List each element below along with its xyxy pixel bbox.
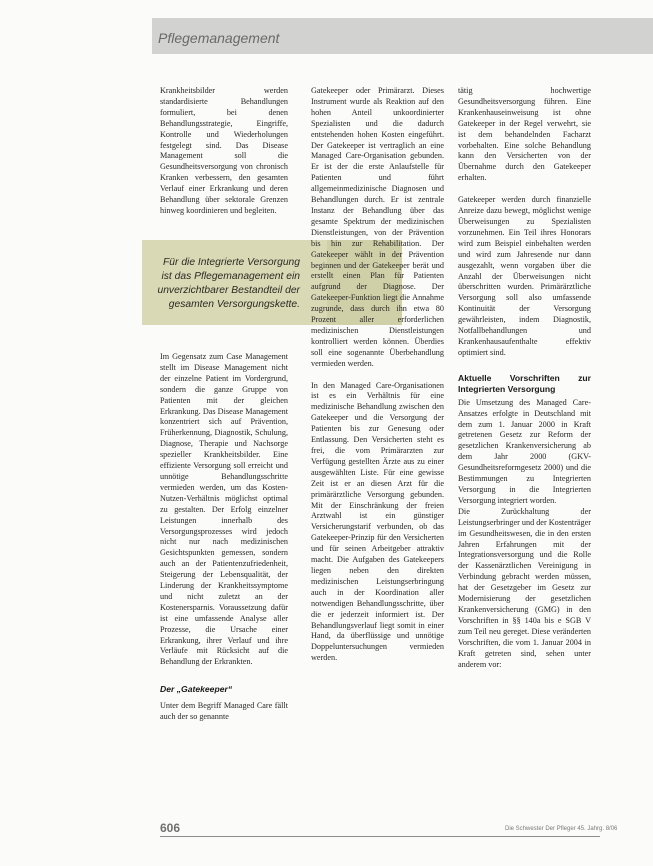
- body-paragraph: Gatekeeper oder Primärarzt. Dieses Instrument wurde als Reaktion auf den hohen Anteil unkoordinierter Spezialisten und die dadurch entstehenden hohen Kosten eingeführt. Der Gatekeeper ist vertraglich an eine Managed Care-Organisation gebunden. Er ist der die erste Anlaufstelle für Patienten und führt allgemeinmedizinische Diagnosen und Behandlungen durch. Er ist zentrale Instanz der Behandlung über das gesamte Spektrum der medizinischen Dienstleistungen, von der Prävention bis hin zur Rehabilitation. Der Gatekeeper wählt in der Prävention beginnen und der Gatekeeper berät und erstellt einen Plan für Patienten aufgrund der Diagnose. Der Gatekeeper-Funktion liegt die Annahme zugrunde, dass durch ihn etwa 80 Prozent aller erforderlichen medizinischen Dienstleistungen kontrolliert werden können. Überdies soll eine sogenannte Überbehandlung vermieden werden.: [311, 86, 444, 368]
- subhead-gatekeeper: Der „Gatekeeper“: [160, 684, 233, 695]
- body-paragraph: Unter dem Begriff Managed Care fällt auch der so genannte: [160, 701, 288, 722]
- section-title: Pflegemanagement: [158, 30, 280, 46]
- page-number: 606: [160, 821, 181, 835]
- body-paragraph: Krankheitsbilder werden standardisierte Behandlungen formuliert, bei denen Behandlungsstrategie, Eingriffe, Kontrolle und Wiederholungen festgelegt sind. Das Disease Management soll die Gesundheitsversorgung von chronisch Kranken verbessern, den gesamten Verlauf einer Erkrankung und deren Behandlung über sektorale Grenzen hinweg koordinieren und begleiten.: [160, 86, 288, 215]
- body-paragraph: In den Managed Care-Organisationen ist es ein Verhältnis für eine medizinische Behandlung zwischen den Gatekeeper und die Versorgung der Patienten bis zur Genesung oder Entlassung. Den Versicherten steht es frei, die vom Primärarzten zur Verfügung gestellten Ärzte aus zu einer ausgewählten Liste. Für eine gewisse Zeit ist er an diesen Arzt für die primärärztliche Versorgung gebunden. Mit der Einschränkung der freien Arztwahl ist ein günstiger Versicherungstarif verbunden, ob das Gatekeeper-Prinzip für den Versicherten und für seinen Arbeitgeber attraktiv macht. Die Aufgaben des Gatekeepers liegen neben den direkten medizinischen Leistungserbringung auch in der Koordination aller notwendigen Behandlungsschritte, über die er jederzeit informiert ist. Der Behandlungsverlauf liegt somit in einer Hand, da überflüssige und unnötige Doppeluntersuchungen vermieden werden.: [311, 380, 444, 663]
- column-2: [311, 86, 444, 664]
- subhead-vorschriften: Aktuelle Vorschriften zur Integrierten Versorgung: [458, 372, 591, 394]
- body-paragraph: Die Zurückhaltung der Leistungserbringer und der Kostenträger im Gesundheitswesen, die in den ersten Jahren Erfahrungen mit der Integrationsversorgung und die Rolle der Kassenärztlichen Vereinigung in Verbindung gebracht werden müssen, hat der Gesetzgeber im Gesetz zur Modernisierung der gesetzlichen Krankenversicherung (GMG) in den Vorschriften in §§ 140a bis e SGB V zum Teil neu gereget. Diese veränderten Vorschriften, die vom 1. Januar 2004 in Kraft getreten sind, sehen unter anderem vor:: [458, 506, 592, 669]
- column-3: [458, 86, 591, 670]
- body-paragraph: Die Umsetzung des Managed Care-Ansatzes erfolgte in Deutschland mit dem zum 1. Januar 2000 in Kraft getretenen Gesetz zur Reform der gesetzlichen Krankenversicherung ab dem Jahr 2000 (GKV-Gesundheitsreformgesetz 2000) und die Bestimmungen zu Integrierten Versorgung in die Integrierten Versorgung integriert worden.: [458, 397, 591, 505]
- column-1-bottom: [160, 352, 288, 723]
- body-paragraph: tätig hochwertige Gesundheitsversorgung führen. Eine Krankenhauseinweisung ist ohne Gatekeeper in der Regel verwehrt, sie ist dem behandelnden Facharzt vorbehalten. Eine solche Behandlung kann den Versicherten von der Übernahme durch den Gatekeeper erhalten.: [458, 86, 591, 183]
- journal-citation: Die Schwester Der Pfleger 45. Jahrg. 8/06: [505, 826, 618, 832]
- body-paragraph: Im Gegensatz zum Case Management stellt im Disease Management nicht der einzelne Patient im Vordergrund, sondern die ganze Gruppe von Patienten mit der gleichen Erkrankung. Das Disease Management konzentriert sich auf Prävention, Früherkennung, Diagnostik, Schulung, Diagnose, Therapie und Nachsorge spezieller Krankheitsbilder. Eine effiziente Versorgung soll erreicht und unnötige Behandlungsschritte vermieden werden, um das Kosten-Nutzen-Verhältnis möglichst optimal zu gestalten. Der Erfolg einzelner Leistungen innerhalb des Versorgungsprozesses wird jedoch nicht nur nach medizinischen Gesichtspunkten gemessen, sondern auch an der Patientenzufriedenheit, Steigerung der Lebensqualität, der Linderung der Krankheitssymptome und nicht zuletzt an der Kostenersparnis. Voraussetzung dafür ist eine umfassende Analyse aller Prozesse, die Ursache einer Erkrankung, ihrer Verlauf und ihre Verläufe mit Rücksicht auf die Behandlung der Erkrankten.: [160, 352, 288, 667]
- footer-rule: [160, 836, 600, 837]
- column-1-top: [160, 86, 288, 217]
- pull-quote: Für die Integrierte Versorgung ist das Pflegemanagement ein unverzichtbarer Bestandteil der gesamten Versorgungskette.: [157, 257, 300, 310]
- body-paragraph: Gatekeeper werden durch finanzielle Anreize dazu bewegt, möglichst wenige Überweisungen zu Spezialisten vorzunehmen. Ein Teil ihres Honorars wird zum Beispiel einbehalten werden und wird zum Jahresende nur dann ausgezahlt, wenn vorgaben über die Anzahl der Überweisungen nicht überschritten wurden. Primärärztliche Versorgung soll also umfassende Kontinuität der Versorgung gewährleisten, indem Diagnostik, Notfallbehandlungen und Krankenhausaufenthalte effektiv optimiert sind.: [458, 195, 591, 357]
